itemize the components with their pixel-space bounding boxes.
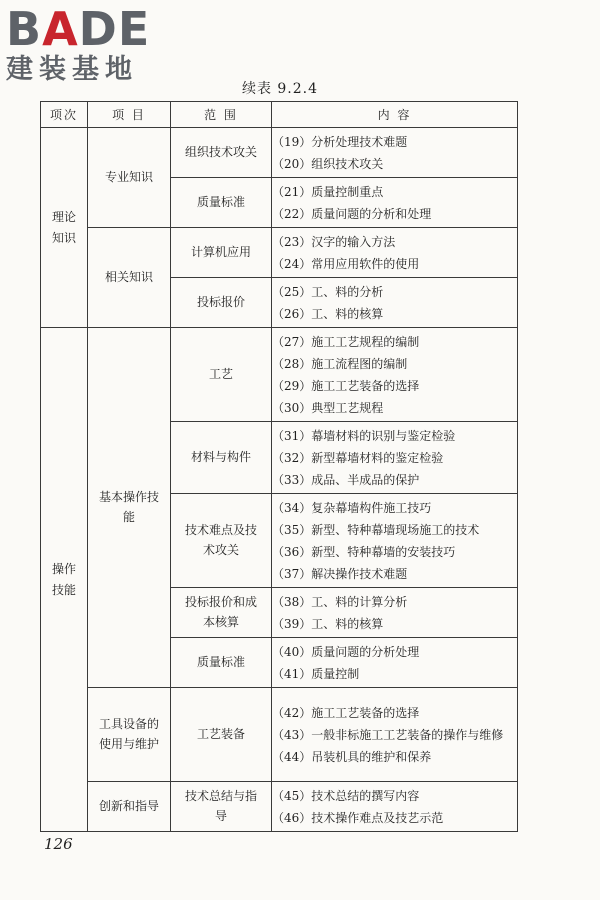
content-cell (272, 782, 518, 832)
content-item: （23）汉字的输入方法 (272, 234, 396, 249)
table-header-row (41, 102, 518, 128)
header-scope: 范 围 (171, 102, 272, 128)
content-cell (272, 128, 518, 178)
bade-logo (6, 4, 176, 86)
scope-cell: 质量标准 (171, 638, 272, 688)
content-item: （22）质量问题的分析和处理 (272, 206, 432, 221)
table-row (41, 782, 518, 832)
table-row (41, 228, 518, 278)
table-row (41, 688, 518, 782)
content-item: （45）技术总结的撰写内容 (272, 788, 420, 803)
content-cell (272, 494, 518, 588)
item-cell: 基本操作技能 (88, 328, 171, 688)
content-item: （28）施工流程图的编制 (272, 356, 408, 371)
category-cell (41, 328, 88, 832)
content-item: （26）工、料的核算 (272, 306, 384, 321)
content-item: （37）解决操作技术难题 (272, 566, 408, 581)
content-item: （46）技术操作难点及技艺示范 (272, 810, 444, 825)
content-item: （20）组织技术攻关 (272, 156, 384, 171)
content-item: （32）新型幕墙材料的鉴定检验 (272, 450, 444, 465)
scope-cell: 材料与构件 (171, 422, 272, 494)
content-cell (272, 278, 518, 328)
content-item: （41）质量控制 (272, 666, 360, 681)
content-cell (272, 228, 518, 278)
content-item: （36）新型、特种幕墙的安装技巧 (272, 544, 456, 559)
scope-cell: 投标报价 (171, 278, 272, 328)
scope-cell: 计算机应用 (171, 228, 272, 278)
scope-cell: 工艺 (171, 328, 272, 422)
page-number: 126 (44, 835, 73, 853)
item-cell: 工具设备的使用与维护 (88, 688, 171, 782)
scope-cell: 组织技术攻关 (171, 128, 272, 178)
header-item: 项 目 (88, 102, 171, 128)
content-item: （21）质量控制重点 (272, 184, 384, 199)
content-cell (272, 638, 518, 688)
content-item: （34）复杂幕墙构件施工技巧 (272, 500, 432, 515)
content-item: （31）幕墙材料的识别与鉴定检验 (272, 428, 456, 443)
scope-cell: 工艺装备 (171, 688, 272, 782)
content-cell (272, 178, 518, 228)
header-category: 项次 (41, 102, 88, 128)
table-body (41, 128, 518, 832)
category-label: 理论知识 (51, 210, 76, 245)
content-cell (272, 328, 518, 422)
scope-cell: 技术总结与指导 (171, 782, 272, 832)
content-cell (272, 688, 518, 782)
content-item: （43）一般非标施工工艺装备的操作与维修 (272, 727, 504, 742)
scope-cell: 质量标准 (171, 178, 272, 228)
content-item: （29）施工工艺装备的选择 (272, 378, 420, 393)
header-content: 内 容 (272, 102, 518, 128)
logo-wordmark: BADE (6, 2, 151, 56)
skills-table (40, 101, 518, 832)
item-cell: 创新和指导 (88, 782, 171, 832)
content-item: （42）施工工艺装备的选择 (272, 705, 420, 720)
content-item: （33）成品、半成品的保护 (272, 472, 420, 487)
content-cell (272, 588, 518, 638)
table-row (41, 128, 518, 178)
content-item: （25）工、料的分析 (272, 284, 384, 299)
content-item: （19）分析处理技术难题 (272, 134, 408, 149)
content-item: （24）常用应用软件的使用 (272, 256, 420, 271)
content-item: （44）吊装机具的维护和保养 (272, 749, 432, 764)
category-label: 操作技能 (51, 562, 76, 597)
item-cell: 相关知识 (88, 228, 171, 328)
scope-cell: 投标报价和成本核算 (171, 588, 272, 638)
table-caption: 续表 9.2.4 (241, 81, 319, 97)
content-item: （38）工、料的计算分析 (272, 594, 408, 609)
category-cell (41, 128, 88, 328)
logo-subtitle: 建装基地 (6, 54, 138, 85)
content-cell (272, 422, 518, 494)
content-item: （27）施工工艺规程的编制 (272, 334, 420, 349)
scope-cell: 技术难点及技术攻关 (171, 494, 272, 588)
table-row (41, 328, 518, 422)
item-cell: 专业知识 (88, 128, 171, 228)
content-item: （39）工、料的核算 (272, 616, 384, 631)
content-item: （35）新型、特种幕墙现场施工的技术 (272, 522, 480, 537)
content-item: （40）质量问题的分析处理 (272, 644, 420, 659)
content-item: （30）典型工艺规程 (272, 400, 384, 415)
